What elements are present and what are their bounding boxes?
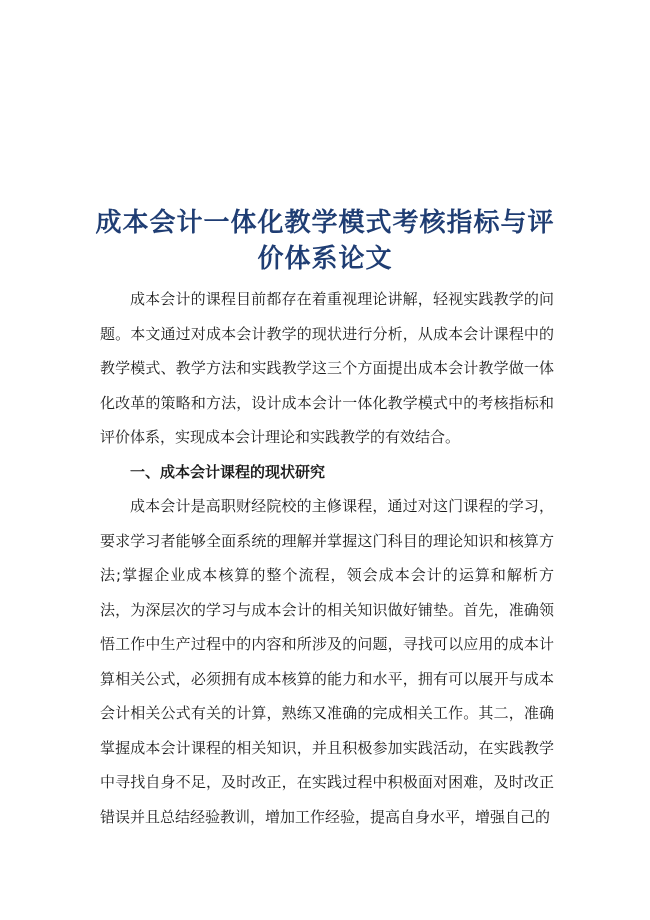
- abstract-paragraph: 成本会计的课程目前都存在着重视理论讲解，轻视实践教学的问题。本文通过对成本会计教学的现状进行分析，从成本会计课程中的教学模式、教学方法和实践教学这三个方面提出成本会计教学做一体化改革的策略和方法，设计成本会计一体化教学模式中的考核指标和评价体系，实现成本会计理论和实践教学的有效结合。: [100, 290, 554, 446]
- section-heading: 一、成本会计课程的现状研究: [130, 462, 326, 481]
- document-title: 成本会计一体化教学模式考核指标与评价体系论文: [95, 208, 555, 274]
- document-body: [100, 282, 554, 834]
- section-paragraph: 成本会计是高职财经院校的主修课程，通过对这门课程的学习，要求学习者能够全面系统的理解并掌握这门科目的理论知识和核算方法;掌握企业成本核算的整个流程，领会成本会计的运算和解析方法，为深层次的学习与成本会计的相关知识做好铺垫。首先，准确领悟工作中生产过程中的内容和所涉及的问题，寻找可以应用的成本计算相关公式，必须拥有成本核算的能力和水平，拥有可以展开与成本会计相关公式有关的计算，熟练又准确的完成相关工作。其二，准确掌握成本会计课程的相关知识，并且积极参加实践活动，在实践教学中寻找自身不足，及时改正，在实践过程中积极面对困难，及时改正错误并且总结经验教训，增加工作经验，提高自身水平，增强自己的: [100, 497, 554, 826]
